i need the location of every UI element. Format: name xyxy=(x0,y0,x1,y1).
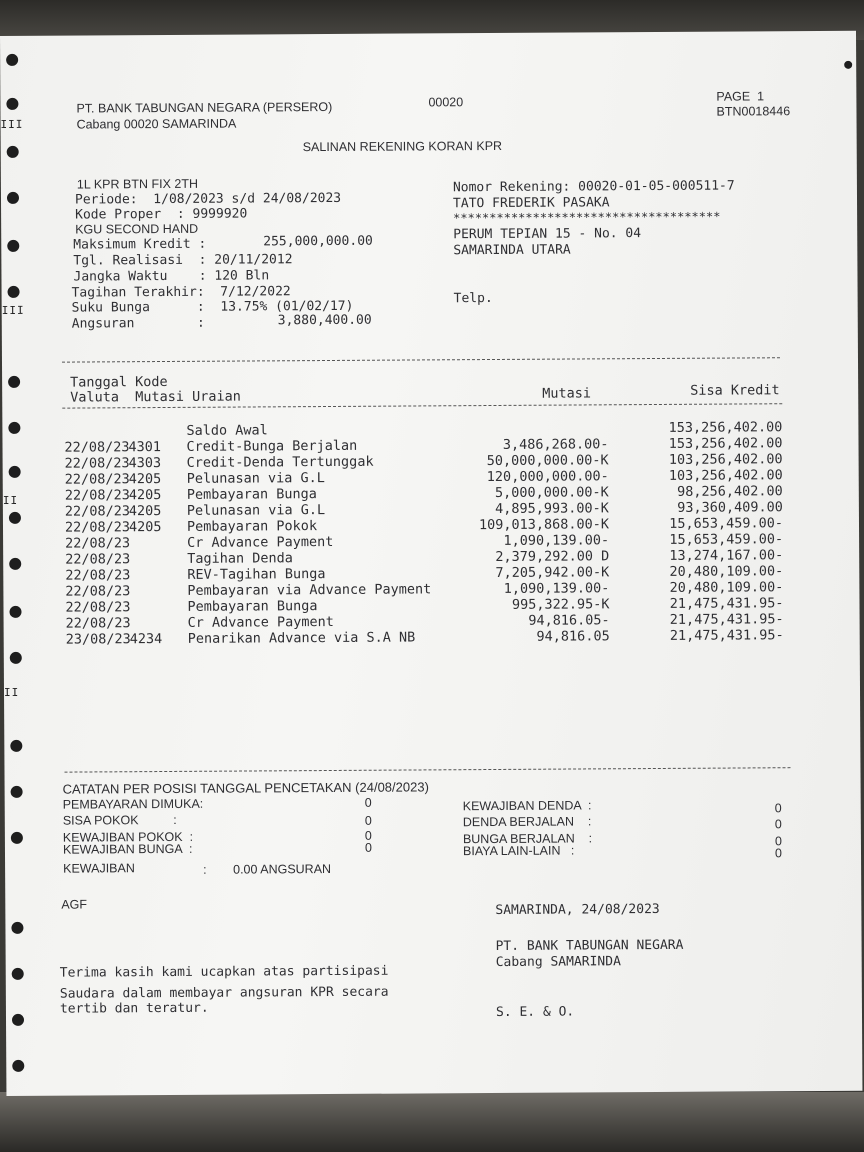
divider-line xyxy=(64,767,790,772)
divider-line xyxy=(62,357,780,362)
row-sisa-kredit: 15,653,459.00- xyxy=(669,515,784,532)
notes-title: CATATAN PER POSISI TANGGAL PENCETAKAN (24/08/2023) xyxy=(62,779,429,797)
phone-label: Telp. xyxy=(453,290,493,307)
row-description: Pembayaran via Advance Payment xyxy=(187,581,432,599)
feed-hole xyxy=(11,832,23,844)
row-mutasi: 5,000,000.00-K xyxy=(494,484,609,501)
address-line-1: PERUM TEPIAN 15 - No. 04 xyxy=(453,226,642,243)
perforation-mark: III xyxy=(0,117,24,131)
feed-hole xyxy=(10,740,22,752)
max-credit-label: Maksimum Kredit : xyxy=(73,236,207,253)
feed-hole xyxy=(9,558,21,570)
signature-bank: PT. BANK TABUNGAN NEGARA xyxy=(495,937,684,954)
feed-hole xyxy=(8,422,20,434)
star-divider: ************************************* xyxy=(453,209,721,226)
row-mutasi: 50,000,000.00-K xyxy=(486,452,609,470)
product-name: 1L KPR BTN FIX 2TH xyxy=(76,176,199,192)
note-label-penalty-due: KEWAJIBAN DENDA : xyxy=(462,798,592,814)
feed-hole xyxy=(12,1014,24,1026)
table-surface-bottom xyxy=(0,1092,864,1152)
account-number: Nomor Rekening: 00020-01-05-000511-7 xyxy=(452,178,735,196)
row-sisa-kredit: 21,475,431.95- xyxy=(669,627,784,644)
row-sisa-kredit: 21,475,431.95- xyxy=(669,595,784,612)
row-description: Pelunasan via G.L xyxy=(186,502,326,519)
interest-rate: Suku Bunga : 13.75% (01/02/17) xyxy=(71,298,354,316)
row-mutasi: 1,090,139.00- xyxy=(503,532,610,549)
realization-date: Tgl. Realisasi : 20/11/2012 xyxy=(73,252,293,269)
table-header-line-1: Tanggal Kode xyxy=(70,373,168,391)
statement-paper xyxy=(0,31,862,1096)
perforation-mark: II xyxy=(3,685,20,699)
feed-hole xyxy=(11,786,23,798)
row-mutasi: 94,816.05 xyxy=(536,628,610,645)
feed-hole xyxy=(10,652,22,664)
note-colon-obligation: : xyxy=(203,862,207,877)
note-value-penalty-due: 0 xyxy=(774,801,782,816)
note-label-obligation: KEWAJIBAN xyxy=(63,861,135,876)
row-sisa-kredit: 13,274,167.00- xyxy=(669,547,784,564)
feed-hole xyxy=(8,286,20,298)
feed-hole xyxy=(7,146,19,158)
row-sisa-kredit: 153,256,402.00 xyxy=(668,435,783,452)
row-code: 4205 xyxy=(128,503,162,520)
row-date: 22/08/23 xyxy=(65,583,131,600)
row-date: 22/08/23 xyxy=(64,471,130,488)
document-id: BTN0018446 xyxy=(716,104,791,119)
place-date: SAMARINDA, 24/08/2023 xyxy=(495,901,660,918)
row-sisa-kredit: 103,256,402.00 xyxy=(668,451,783,468)
row-mutasi: 109,013,868.00-K xyxy=(478,516,610,534)
row-description: Credit-Denda Tertunggak xyxy=(186,453,374,471)
row-description: Saldo Awal xyxy=(186,422,268,439)
note-value-other-fees: 0 xyxy=(774,846,783,861)
row-date: 22/08/23 xyxy=(64,503,130,520)
note-label-principal-due: KEWAJIBAN POKOK : xyxy=(62,829,194,845)
feed-hole xyxy=(9,512,21,524)
row-mutasi: 94,816.05- xyxy=(528,612,610,629)
note-value-prepayment: 0 xyxy=(364,795,372,810)
kode-proper: Kode Proper : 9999920 xyxy=(75,206,248,223)
branch-code: 00020 xyxy=(428,95,464,110)
row-description: Pelunasan via G.L xyxy=(186,470,325,487)
feed-hole xyxy=(12,968,24,980)
row-description: Pembayaran Pokok xyxy=(186,518,318,535)
period: Periode: 1/08/2023 s/d 24/08/2023 xyxy=(74,190,342,208)
row-mutasi: 2,379,292.00 D xyxy=(495,548,610,565)
address-line-2: SAMARINDA UTARA xyxy=(453,242,571,259)
row-description: Cr Advance Payment xyxy=(187,613,334,631)
thank-you-line-2: Saudara dalam membayar angsuran KPR secara xyxy=(59,984,389,1002)
note-label-principal-balance: SISA POKOK : xyxy=(62,812,177,828)
row-date: 22/08/23 xyxy=(65,535,131,552)
perforation-mark: II xyxy=(2,493,19,507)
row-sisa-kredit: 20,480,109.00- xyxy=(669,563,784,580)
row-date: 22/08/23 xyxy=(64,487,130,504)
row-description: Credit-Bunga Berjalan xyxy=(186,437,358,455)
note-value-running-penalty: 0 xyxy=(774,817,782,832)
row-description: Pembayaran Bunga xyxy=(187,598,318,615)
row-code: 4301 xyxy=(128,439,162,456)
row-description: Penarikan Advance via S.A NB xyxy=(187,629,416,647)
row-date: 22/08/23 xyxy=(64,455,130,472)
loan-term: Jangka Waktu : 120 Bln xyxy=(73,268,270,285)
row-code: 4205 xyxy=(128,519,162,536)
signature-branch: Cabang SAMARINDA xyxy=(495,954,621,970)
row-description: Pembayaran Bunga xyxy=(186,486,317,503)
feed-hole xyxy=(7,240,19,252)
row-description: Cr Advance Payment xyxy=(187,533,334,551)
page-label: PAGE 1 xyxy=(716,89,765,104)
feed-hole xyxy=(844,61,852,69)
thank-you-line-3: tertib dan teratur. xyxy=(59,1000,209,1017)
row-date: 22/08/23 xyxy=(65,551,131,568)
max-credit-value: 255,000,000.00 xyxy=(263,233,373,250)
row-date: 22/08/23 xyxy=(65,599,131,616)
thank-you-line-1: Terima kasih kami ucapkan atas partisipasi xyxy=(59,963,389,981)
note-label-other-fees: BIAYA LAIN-LAIN : xyxy=(462,843,575,859)
row-date: 22/08/23 xyxy=(65,615,131,632)
row-sisa-kredit: 21,475,431.95- xyxy=(669,611,784,628)
table-row xyxy=(66,627,796,647)
feed-hole xyxy=(6,54,18,66)
note-label-prepayment: PEMBAYARAN DIMUKA: xyxy=(62,796,204,812)
note-value-principal-balance: 0 xyxy=(364,813,372,828)
row-mutasi: 995,322.95-K xyxy=(511,596,610,613)
feed-hole xyxy=(7,192,19,204)
statement-title: SALINAN REKENING KORAN KPR xyxy=(302,138,503,155)
row-date: 22/08/23 xyxy=(64,519,131,536)
row-sisa-kredit: 15,653,459.00- xyxy=(669,531,784,548)
row-mutasi: 1,090,139.00- xyxy=(503,580,610,597)
last-bill-date: Tagihan Terakhir: 7/12/2022 xyxy=(71,284,291,301)
errors-omissions: S. E. & O. xyxy=(495,1004,575,1020)
row-description: Tagihan Denda xyxy=(187,550,293,567)
note-value-obligation: 0.00 ANGSURAN xyxy=(233,861,332,877)
row-sisa-kredit: 20,480,109.00- xyxy=(669,579,784,596)
feed-hole xyxy=(8,376,20,388)
row-code: 4234 xyxy=(129,631,163,648)
perforation-mark: III xyxy=(1,303,25,317)
row-date: 22/08/23 xyxy=(64,439,130,456)
row-date: 23/08/23 xyxy=(65,631,131,648)
table-header-line-2: Valuta Mutasi Uraian xyxy=(70,388,241,406)
row-date: 22/08/23 xyxy=(65,567,131,584)
kgu-type: KGU SECOND HAND xyxy=(75,221,199,237)
note-label-running-penalty: DENDA BERJALAN : xyxy=(462,814,592,830)
feed-hole xyxy=(12,1060,24,1072)
feed-hole xyxy=(6,98,18,110)
note-value-interest-due: 0 xyxy=(364,840,372,855)
customer-name: TATO FREDERIK PASAKA xyxy=(452,195,610,212)
note-label-running-interest: BUNGA BERJALAN : xyxy=(462,831,593,847)
bank-name: PT. BANK TABUNGAN NEGARA (PERSERO) xyxy=(76,99,333,116)
column-header-sisa-kredit: Sisa Kredit xyxy=(690,382,780,399)
row-code: 4303 xyxy=(128,455,162,472)
column-header-mutasi: Mutasi xyxy=(542,385,592,402)
row-sisa-kredit: 98,256,402.00 xyxy=(677,483,783,500)
row-sisa-kredit: 153,256,402.00 xyxy=(668,419,783,436)
note-value-running-interest: 0 xyxy=(774,834,782,849)
row-mutasi: 3,486,268.00- xyxy=(502,436,609,453)
note-label-interest-due: KEWAJIBAN BUNGA : xyxy=(62,841,193,857)
feed-hole xyxy=(9,466,21,478)
row-sisa-kredit: 103,256,402.00 xyxy=(668,467,783,484)
operator-code: AGF xyxy=(61,897,88,912)
installment-label: Angsuran : xyxy=(71,315,205,332)
note-value-principal-due: 0 xyxy=(364,828,372,843)
row-mutasi: 7,205,942.00-K xyxy=(495,564,610,581)
row-mutasi: 120,000,000.00- xyxy=(486,468,609,486)
installment-value: 3,880,400.00 xyxy=(277,312,372,329)
row-mutasi: 4,895,993.00-K xyxy=(495,500,609,517)
row-code: 4205 xyxy=(128,471,162,488)
feed-hole xyxy=(11,922,23,934)
row-code: 4205 xyxy=(128,487,162,504)
branch-name: Cabang 00020 SAMARINDA xyxy=(76,116,237,132)
row-description: REV-Tagihan Bunga xyxy=(187,566,326,583)
row-sisa-kredit: 93,360,409.00 xyxy=(677,499,783,516)
feed-hole xyxy=(9,606,21,618)
